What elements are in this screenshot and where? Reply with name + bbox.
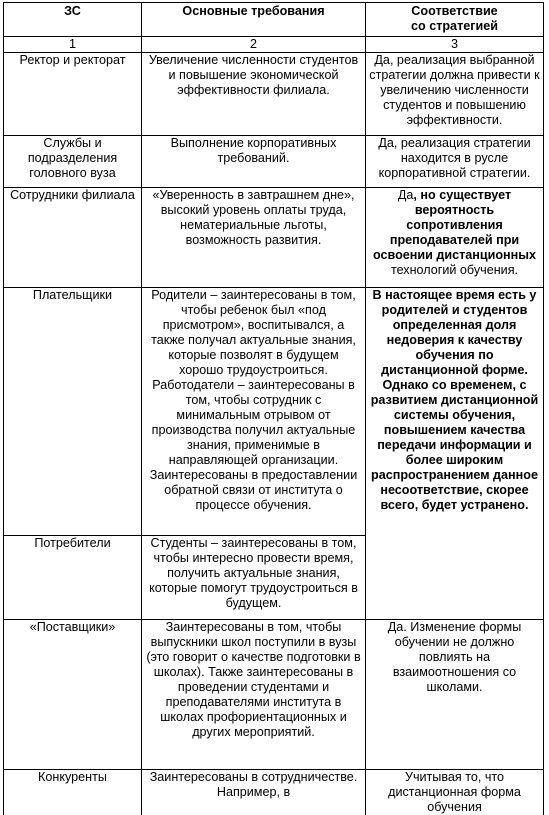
column-number: 3	[366, 37, 544, 53]
requirements-paragraph: Заинтересованы в предоставлении обратной связи от института о процессе обучения.	[145, 468, 362, 513]
stakeholder-name: Конкуренты	[4, 770, 142, 815]
table-row	[4, 620, 544, 770]
stakeholder-name: Плательщики	[4, 288, 142, 536]
compliance-cell: В настоящее время есть у родителей и студентов определенная доля недоверия к качеству обучения по дистанционной форме. Однако со временем, с развитием дистанционной системы обучения, повышением качества передачи информации и более широким распространением данное несоответствие, скорее всего, будет устранено.	[366, 288, 544, 620]
compliance-cell: Да, но существует вероятность сопротивления преподавателей при освоении дистанционных технологий обучения.	[366, 188, 544, 288]
table-row	[4, 136, 544, 188]
stakeholder-name: Потребители	[4, 536, 142, 620]
table-row	[4, 288, 544, 536]
stakeholder-name: «Поставщики»	[4, 620, 142, 770]
requirements-paragraph: Родители – заинтересованы в том, чтобы ребенок был «под присмотром», воспитывался, а также получал актуальные знания, которые позволят в будущем хорошо трудоустроиться.	[145, 288, 362, 378]
requirements-cell: Выполнение корпоративных требований.	[142, 136, 366, 188]
table-row	[4, 188, 544, 288]
header-compliance: Соответствие со стратегией	[366, 3, 544, 37]
stakeholder-name: Службы и подразделения головного вуза	[4, 136, 142, 188]
compliance-cell: Да, реализация выбранной стратегии должна привести к увеличению численности студентов и повышению эффективности.	[366, 53, 544, 136]
requirements-cell: Увеличение численности студентов и повышение экономической эффективности филиала.	[142, 53, 366, 136]
header-stakeholders: ЗС	[4, 3, 142, 37]
requirements-paragraph: Работодатели – заинтересованы в том, чтобы сотрудник с минимальным отрывом от производства получил актуальные знания, применимые в направляющей организации.	[145, 378, 362, 468]
stakeholder-name: Ректор и ректорат	[4, 53, 142, 136]
table-header-row	[4, 3, 544, 37]
table-row	[4, 770, 544, 815]
column-number-row	[4, 37, 544, 53]
compliance-cell: Учитывая то, что дистанционная форма обучения	[366, 770, 544, 815]
compliance-cell: Да. Изменение формы обучении не должно повлиять на взаимоотношения со школами.	[366, 620, 544, 770]
compliance-cell: Да, реализация стратегии находится в русле корпоративной стратегии.	[366, 136, 544, 188]
requirements-cell: Заинтересованы в сотрудничестве. Например, в	[142, 770, 366, 815]
column-number: 1	[4, 37, 142, 53]
header-requirements: Основные требования	[142, 3, 366, 37]
requirements-cell: «Уверенность в завтрашнем дне», высокий уровень оплаты труда, нематериальные льготы, возможность развития.	[142, 188, 366, 288]
stakeholder-table	[3, 2, 544, 815]
column-number: 2	[142, 37, 366, 53]
requirements-cell	[142, 288, 366, 536]
requirements-cell: Студенты – заинтересованы в том, чтобы интересно провести время, получить актуальные знания, которые помогут трудоустроиться в будущем.	[142, 536, 366, 620]
table-row	[4, 53, 544, 136]
stakeholder-name: Сотрудники филиала	[4, 188, 142, 288]
requirements-cell: Заинтересованы в том, чтобы выпускники школ поступили в вузы (это говорит о качестве подготовки в школах). Также заинтересованы в проведении студентами и преподавателями института в школах профориентационных и других мероприятий.	[142, 620, 366, 770]
